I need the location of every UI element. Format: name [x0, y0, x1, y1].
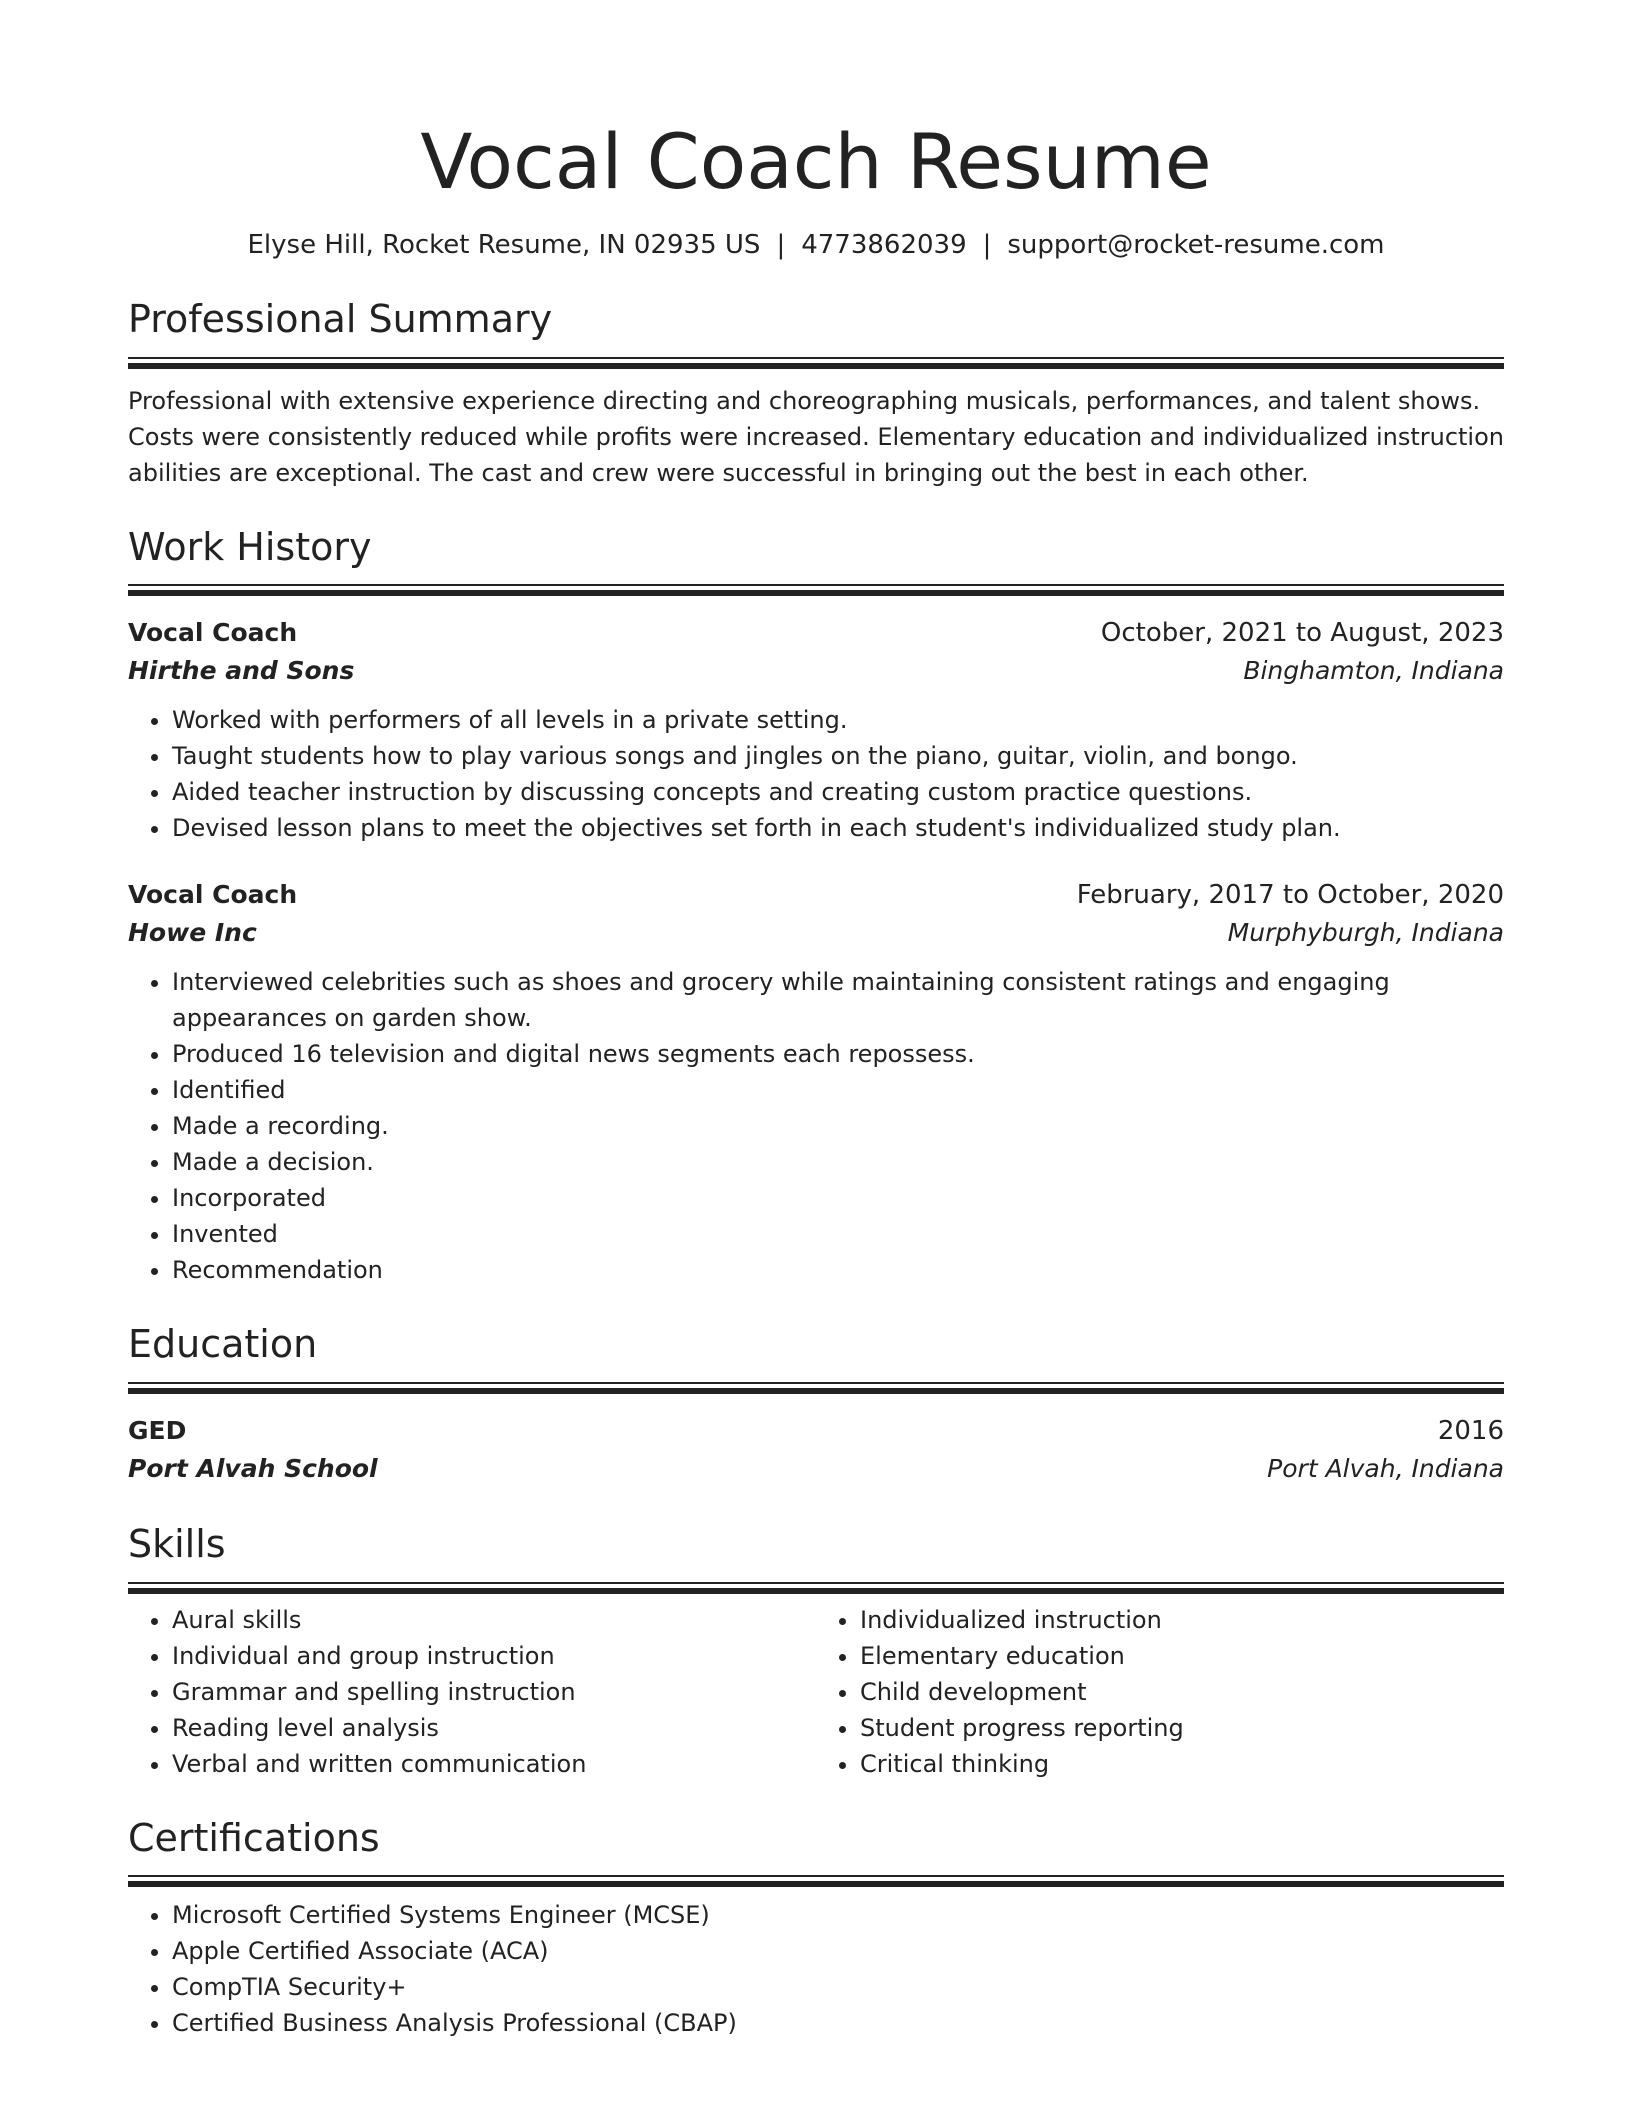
job-title: Vocal Coach [128, 880, 298, 910]
list-item: • Reading level analysis [172, 1710, 816, 1746]
job-location: Murphyburgh, Indiana [1227, 918, 1504, 948]
job-header [128, 614, 1504, 652]
summary-text: Professional with extensive experience directing and choreographing musicals, performances, and talent shows. Costs were consistently reduced while profits were increased. Elementary education and individualized instruction abilities are exceptional. The cast and crew were successful in bringing out the best in each other. [128, 386, 1504, 487]
job-entry [128, 876, 1504, 1288]
certifications-section [128, 1816, 1504, 2042]
skills-list-right [816, 1602, 1504, 1782]
skills-section [128, 1522, 1504, 1782]
list-item: • Produced 16 television and digital news segments each repossess. [172, 1036, 1504, 1072]
list-item: • Identified [172, 1072, 1504, 1108]
list-item: • Individualized instruction [860, 1602, 1504, 1638]
section-divider [128, 357, 1504, 367]
list-item: • Critical thinking [860, 1746, 1504, 1782]
list-item: • Student progress reporting [860, 1710, 1504, 1746]
job-bullets [128, 964, 1504, 1288]
job-company: Howe Inc [128, 918, 257, 948]
education-degree: GED [128, 1415, 187, 1445]
job-location: Binghamton, Indiana [1243, 656, 1504, 686]
work-history-section [128, 525, 1504, 1289]
education-section [128, 1322, 1504, 1488]
section-divider [128, 584, 1504, 594]
work-history-heading: Work History [128, 524, 372, 569]
contact-separator: | [982, 230, 992, 261]
job-title: Vocal Coach [128, 618, 298, 648]
list-item: • Invented [172, 1216, 1504, 1252]
skills-heading: Skills [128, 1521, 226, 1566]
contact-line [128, 229, 1504, 263]
list-item: • Verbal and written communication [172, 1746, 816, 1782]
contact-email[interactable]: support@rocket-resume.com [1007, 230, 1385, 261]
list-item: • Microsoft Certified Systems Engineer (MCSE) [172, 1897, 1504, 1933]
education-school: Port Alvah School [128, 1453, 378, 1483]
education-heading: Education [128, 1322, 318, 1367]
list-item: • Made a decision. [172, 1144, 1504, 1180]
list-item: • Recommendation [172, 1252, 1504, 1288]
list-item: • Individual and group instruction [172, 1638, 816, 1674]
list-item: • Worked with performers of all levels in a private setting. [172, 702, 1504, 738]
page-title: Vocal Coach Resume [420, 117, 1212, 206]
job-entry [128, 614, 1504, 846]
job-company: Hirthe and Sons [128, 656, 355, 686]
list-item: • Apple Certified Associate (ACA) [172, 1933, 1504, 1969]
job-bullets [128, 702, 1504, 846]
section-divider [128, 1382, 1504, 1392]
job-header [128, 876, 1504, 914]
list-item: • Taught students how to play various songs and jingles on the piano, guitar, violin, and bongo. [172, 738, 1504, 774]
summary-section [128, 297, 1504, 491]
education-year: 2016 [1437, 1415, 1504, 1446]
certifications-heading: Certifications [128, 1815, 380, 1860]
education-location: Port Alvah, Indiana [1267, 1453, 1504, 1483]
list-item: • Interviewed celebrities such as shoes and grocery while maintaining consistent ratings and engaging appearances on garden show. [172, 964, 1504, 1036]
list-item: • Aided teacher instruction by discussing concepts and creating custom practice questions. [172, 774, 1504, 810]
summary-heading: Professional Summary [128, 297, 553, 342]
education-header [128, 1412, 1504, 1450]
certifications-list [128, 1897, 1504, 2041]
job-dates: October, 2021 to August, 2023 [1100, 618, 1504, 649]
contact-address: Elyse Hill, Rocket Resume, IN 02935 US [247, 230, 761, 261]
list-item: • Devised lesson plans to meet the objectives set forth in each student's individualized study plan. [172, 810, 1504, 846]
contact-phone: 4773862039 [801, 230, 967, 261]
education-subheader [128, 1450, 1504, 1488]
education-entry [128, 1412, 1504, 1488]
list-item: • Incorporated [172, 1180, 1504, 1216]
section-divider [128, 1875, 1504, 1885]
list-item: • Elementary education [860, 1638, 1504, 1674]
job-subheader [128, 914, 1504, 952]
section-divider [128, 1582, 1504, 1592]
list-item: • Made a recording. [172, 1108, 1504, 1144]
list-item: • Certified Business Analysis Professional (CBAP) [172, 2005, 1504, 2041]
list-item: • Child development [860, 1674, 1504, 1710]
list-item: • CompTIA Security+ [172, 1969, 1504, 2005]
job-subheader [128, 652, 1504, 690]
skills-grid [128, 1602, 1504, 1782]
list-item: • Grammar and spelling instruction [172, 1674, 816, 1710]
list-item: • Aural skills [172, 1602, 816, 1638]
job-dates: February, 2017 to October, 2020 [1076, 880, 1504, 911]
skills-list-left [128, 1602, 816, 1782]
contact-separator: | [776, 230, 786, 261]
